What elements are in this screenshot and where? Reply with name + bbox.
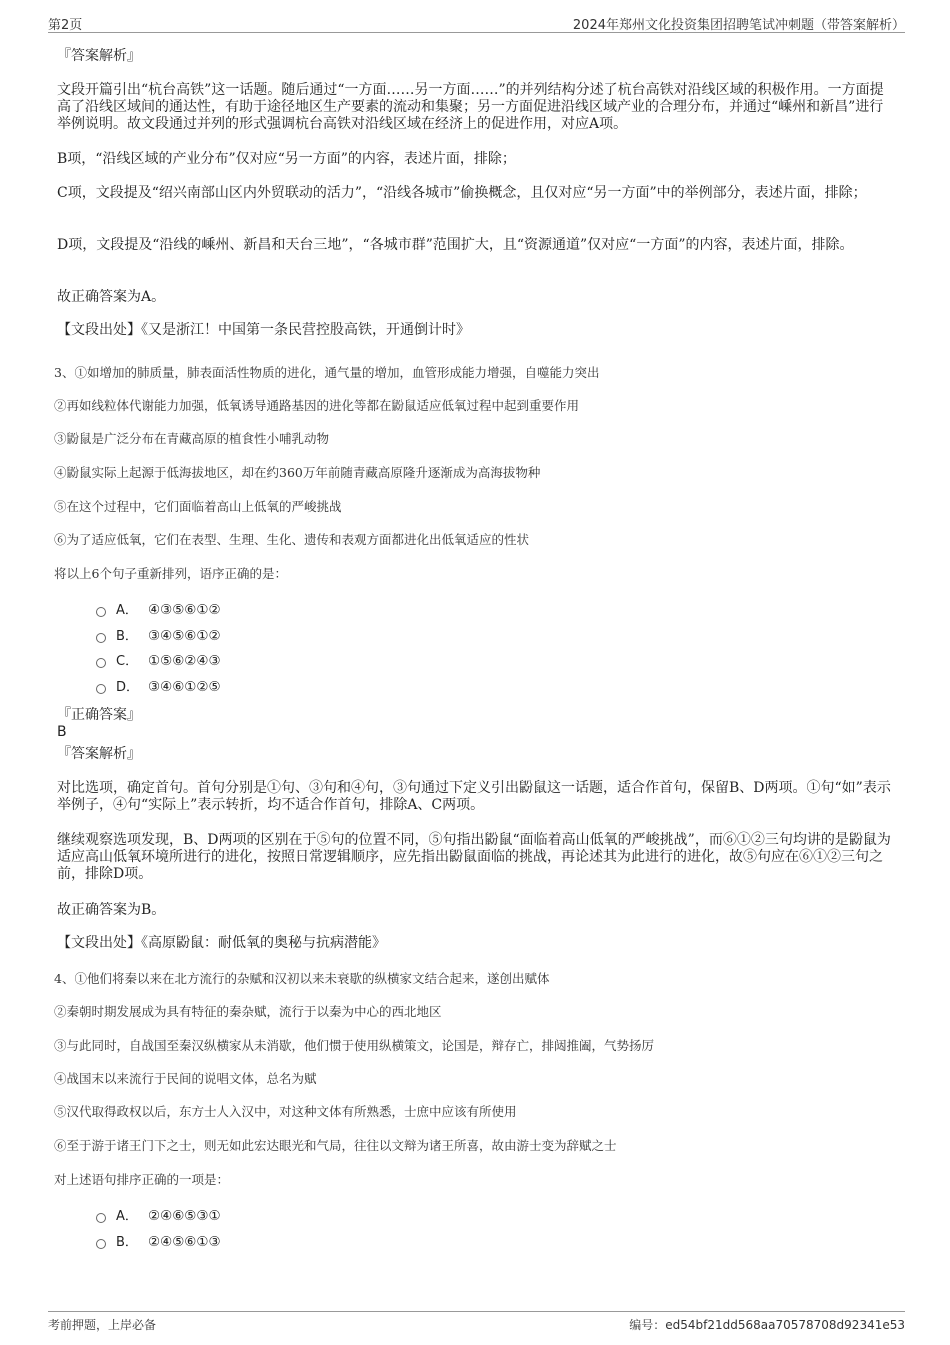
question-prompt: 将以上6个句子重新排列，语序正确的是： — [54, 566, 287, 581]
question-sentence: ⑤汉代取得政权以后，东方士人入汉中，对这种文体有所熟悉，士庶中应该有所使用 — [54, 1104, 517, 1119]
question-sentence: ⑥为了适应低氧，它们在表型、生理、生化、遗传和表观方面都进化出低氧适应的性状 — [54, 532, 530, 547]
analysis-paragraph: C项，文段提及“绍兴南部山区内外贸联动的活力”，“沿线各城市”偷换概念，且仅对应“另一方面”中的举例部分，表述片面，排除； — [57, 185, 867, 201]
analysis-label: 『答案解析』 — [57, 48, 141, 64]
option-c[interactable]: C． ①⑤⑥②④③ — [96, 652, 221, 671]
document-id: 编号：ed54bf21dd568aa70578708d92341e53 — [629, 1318, 905, 1332]
question-sentence: ③与此同时，自战国至秦汉纵横家从未消歇，他们惯于使用纵横策文，论国是，辩存亡，排闼推阖，气势扬厉 — [54, 1038, 655, 1053]
radio-button[interactable] — [96, 658, 106, 668]
analysis-paragraph: 继续观察选项发现，B、D两项的区别在于⑤句的位置不同，⑤句指出鼢鼠“面临着高山低氧的严峻挑战”，而⑥①②三句均讲的是鼢鼠为适应高山低氧环境所进行的进化，按照日常逻辑顺序，应先指出鼢鼠面临的挑战，再论述其为此进行的进化，故⑤句应在⑥①②三句之前，排除D项。 — [57, 832, 891, 882]
analysis-paragraph: 文段开篇引出“杭台高铁”这一话题。随后通过“一方面……另一方面……”的并列结构分述了杭台高铁对沿线区域的积极作用。一方面提高了沿线区域间的通达性，有助于途径地区生产要素的流动和集聚；另一方面促进沿线区域产业的合理分布，并通过“嵊州和新昌”进行举例说明。故文段通过并列的形式强调杭台高铁对沿线区域在经济上的促进作用，对应A项。 — [57, 82, 884, 132]
analysis-paragraph: 对比选项，确定首句。首句分别是①句、③句和④句，③句通过下定义引出鼢鼠这一话题，适合作首句，保留B、D两项。①句“如”表示举例子，④句“实际上”表示转折，均不适合作首句，排除A、C两项。 — [57, 780, 891, 813]
analysis-label: 『答案解析』 — [57, 746, 141, 762]
option-b[interactable]: B． ③④⑤⑥①② — [96, 627, 221, 646]
question-sentence: ⑥至于游于诸王门下之士，则无如此宏达眼光和气局，往往以文辩为诸王所喜，故由游士变为辞赋之士 — [54, 1138, 617, 1153]
radio-button[interactable] — [96, 1213, 106, 1223]
question-sentence: ②秦朝时期发展成为具有特征的秦杂赋，流行于以秦为中心的西北地区 — [54, 1004, 442, 1019]
passage-source: 【文段出处】《又是浙江！中国第一条民营控股高铁，开通倒计时》 — [57, 322, 470, 338]
page-number: 第2页 — [48, 18, 83, 33]
question-sentence: 4、①他们将秦以来在北方流行的杂赋和汉初以来未衰歇的纵横家文结合起来，遂创出赋体 — [54, 971, 550, 986]
analysis-conclusion: 故正确答案为A。 — [57, 289, 166, 305]
option-a[interactable]: A． ④③⑤⑥①② — [96, 601, 221, 620]
question-sentence: ④鼢鼠实际上起源于低海拔地区，却在约360万年前随青藏高原隆升逐渐成为高海拔物种 — [54, 465, 541, 480]
option-d[interactable]: D． ③④⑥①②⑤ — [96, 678, 221, 697]
question-sentence: ⑤在这个过程中，它们面临着高山上低氧的严峻挑战 — [54, 499, 342, 514]
question-sentence: ②再如线粒体代谢能力加强，低氧诱导通路基因的进化等都在鼢鼠适应低氧过程中起到重要作用 — [54, 398, 580, 413]
correct-answer-label: 『正确答案』 — [57, 707, 141, 723]
option-b[interactable]: B． ②④⑤⑥①③ — [96, 1233, 221, 1252]
radio-button[interactable] — [96, 633, 106, 643]
option-a[interactable]: A． ②④⑥⑤③① — [96, 1207, 221, 1226]
question-prompt: 对上述语句排序正确的一项是： — [54, 1172, 230, 1187]
document-title: 2024年郑州文化投资集团招聘笔试冲刺题（带答案解析） — [572, 18, 905, 33]
page-footer — [48, 1311, 905, 1336]
passage-source: 【文段出处】《高原鼢鼠：耐低氧的奥秘与抗病潜能》 — [57, 935, 386, 951]
question-sentence: 3、①如增加的肺质量，肺表面活性物质的进化，通气量的增加，血管形成能力增强，自噬能力突出 — [54, 365, 600, 380]
page-header — [48, 10, 905, 33]
analysis-conclusion: 故正确答案为B。 — [57, 902, 166, 918]
question-sentence: ③鼢鼠是广泛分布在青藏高原的植食性小哺乳动物 — [54, 431, 330, 446]
question-sentence: ④战国末以来流行于民间的说唱文体，总名为赋 — [54, 1071, 317, 1086]
radio-button[interactable] — [96, 684, 106, 694]
footer-slogan: 考前押题，上岸必备 — [48, 1318, 157, 1332]
radio-button[interactable] — [96, 607, 106, 617]
radio-button[interactable] — [96, 1239, 106, 1249]
analysis-paragraph: D项，文段提及“沿线的嵊州、新昌和天台三地”，“各城市群”范围扩大，且“资源通道”仅对应“一方面”的内容，表述片面，排除。 — [57, 237, 854, 253]
correct-answer: B — [57, 724, 67, 740]
analysis-paragraph: B项，“沿线区域的产业分布”仅对应“另一方面”的内容，表述片面，排除； — [57, 151, 516, 167]
